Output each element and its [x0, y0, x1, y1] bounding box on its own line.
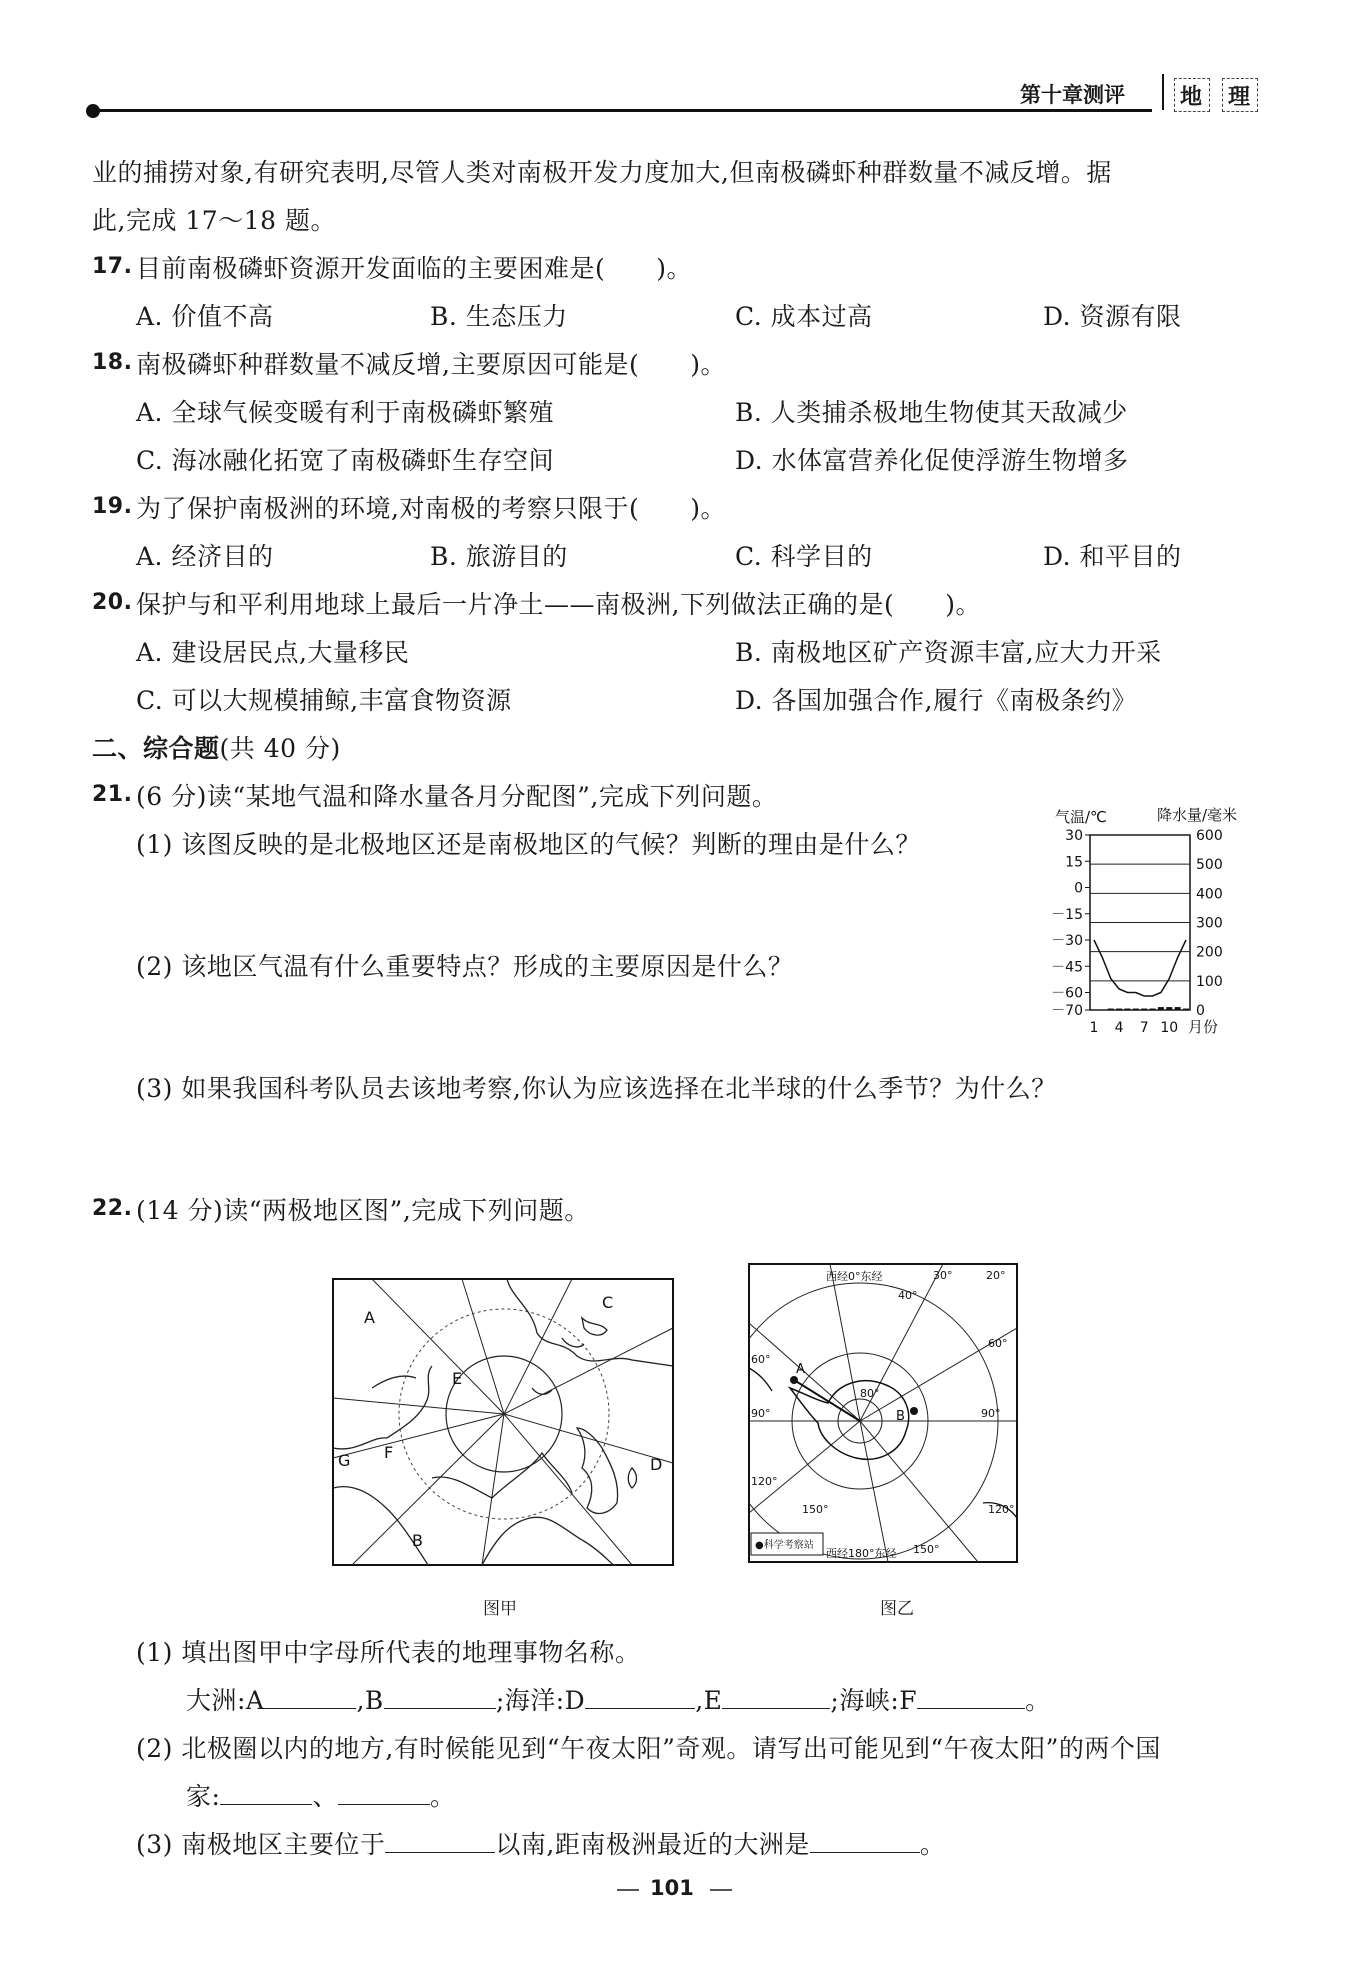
- q19-stem: 为了保护南极洲的环境,对南极的考察只限于( )。: [136, 494, 726, 523]
- chapter-title: 第十章测评: [1020, 83, 1125, 107]
- chart-left-tick: 30: [1065, 828, 1083, 844]
- chart-right-tick: 500: [1196, 857, 1223, 874]
- fill-end: 。: [1025, 1686, 1051, 1715]
- precipitation-bar: [1150, 1009, 1156, 1010]
- q19-option-b[interactable]: B. 旅游目的: [430, 542, 568, 571]
- q19-option-a[interactable]: A. 经济目的: [136, 542, 274, 571]
- chart-xlabel: 月份: [1188, 1018, 1219, 1036]
- q21-stem: (6 分)读“某地气温和降水量各月分配图”,完成下列问题。: [136, 782, 778, 811]
- q20-stem: 保护与和平利用地球上最后一片净土——南极洲,下列做法正确的是( )。: [136, 590, 981, 619]
- deg-150-right: 150°: [913, 1543, 940, 1556]
- fill-f-label: ;海峡:F: [830, 1686, 918, 1715]
- continent-blank[interactable]: [810, 1830, 920, 1853]
- chart-ylabel-left: 气温/℃: [1055, 808, 1107, 826]
- page-number: 101: [650, 1876, 694, 1900]
- antarctic-bottom-label: 西经180°东经: [826, 1547, 897, 1560]
- fill-a-label: 大洲:A: [186, 1686, 265, 1715]
- intro-line-1: 业的捕捞对象,有研究表明,尽管人类对南极开发力度加大,但南极磷虾种群数量不减反增。据: [92, 158, 1112, 187]
- deg-80: 80°: [860, 1387, 880, 1400]
- temperature-line: [1094, 940, 1186, 996]
- header-rule: [92, 109, 1152, 112]
- chart-left-tick: －45: [1051, 959, 1083, 976]
- country-1-blank[interactable]: [220, 1782, 312, 1805]
- sub3-part-b: 以南,距南极洲最近的大洲是: [495, 1830, 810, 1859]
- arctic-label-g: G: [338, 1451, 351, 1470]
- fill-f-blank[interactable]: [917, 1686, 1025, 1709]
- deg-60-left: 60°: [751, 1353, 771, 1366]
- precipitation-bar: [1183, 1009, 1189, 1010]
- q20-option-d[interactable]: D. 各国加强合作,履行《南极条约》: [735, 686, 1137, 715]
- chart-right-tick: 400: [1196, 886, 1223, 903]
- antarctic-map-frame: [749, 1264, 1017, 1562]
- q19-option-c[interactable]: C. 科学目的: [735, 542, 873, 571]
- station-b-dot: [910, 1407, 918, 1415]
- q17-option-d[interactable]: D. 资源有限: [1043, 302, 1182, 331]
- antarctic-map-caption: 图乙: [880, 1599, 914, 1619]
- chart-x-axis: [1090, 1020, 1179, 1036]
- q20-option-b[interactable]: B. 南极地区矿产资源丰富,应大力开采: [735, 638, 1162, 667]
- q18-option-a[interactable]: A. 全球气候变暖有利于南极磷虾繁殖: [136, 398, 554, 427]
- precipitation-bar: [1158, 1007, 1164, 1010]
- q22-sub2-line2: [186, 1782, 455, 1812]
- chart-ylabel-right: 降水量/毫米: [1157, 806, 1238, 824]
- sub2-sep: 、: [312, 1782, 338, 1811]
- chart-left-tick: －60: [1051, 985, 1083, 1002]
- precipitation-bar: [1116, 1009, 1122, 1010]
- climate-chart: [1040, 800, 1265, 1045]
- section-2-heading: [92, 734, 341, 764]
- q19-number: 19.: [92, 494, 133, 519]
- chart-right-tick: 0: [1196, 1003, 1205, 1019]
- q21-sub1: (1) 该图反映的是北极地区还是南极地区的气候？判断的理由是什么？: [136, 830, 921, 859]
- q20-number: 20.: [92, 590, 133, 615]
- chart-right-tick: 100: [1196, 973, 1223, 990]
- arctic-label-e: E: [452, 1369, 463, 1388]
- q21-number: 21.: [92, 782, 133, 807]
- chart-left-tick: 0: [1074, 880, 1083, 897]
- section-2-score: (共 40 分): [219, 734, 341, 763]
- sub3-part-a: (3) 南极地区主要位于: [136, 1830, 386, 1859]
- q19-option-d[interactable]: D. 和平目的: [1043, 542, 1182, 571]
- q21-sub3: (3) 如果我国科考队员去该地考察,你认为应该选择在北半球的什么季节？为什么？: [136, 1074, 1057, 1103]
- station-a-dot: [790, 1376, 798, 1384]
- precipitation-bar: [1108, 1009, 1114, 1010]
- q21-sub2: (2) 该地区气温有什么重要特点？形成的主要原因是什么？: [136, 952, 794, 981]
- deg-90-right: 90°: [981, 1407, 1001, 1420]
- chart-left-tick: －70: [1051, 1003, 1083, 1019]
- station-label-b: B: [896, 1409, 905, 1424]
- q17-number: 17.: [92, 254, 133, 279]
- q17-option-c[interactable]: C. 成本过高: [735, 302, 873, 331]
- precipitation-bar: [1141, 1009, 1147, 1010]
- q18-option-b[interactable]: B. 人类捕杀极地生物使其天敌减少: [735, 398, 1128, 427]
- arctic-label-f: F: [384, 1443, 394, 1462]
- q18-option-c[interactable]: C. 海冰融化拓宽了南极磷虾生存空间: [136, 446, 555, 475]
- chart-left-tick: 15: [1065, 854, 1083, 871]
- q20-option-c[interactable]: C. 可以大规模捕鲸,丰富食物资源: [136, 686, 512, 715]
- antarctic-map: [748, 1263, 1018, 1563]
- subject-char-1: 地: [1180, 85, 1203, 110]
- fill-e-blank[interactable]: [722, 1686, 830, 1709]
- q18-number: 18.: [92, 350, 133, 375]
- deg-40: 40°: [898, 1289, 918, 1302]
- chart-grid: [1090, 835, 1190, 1010]
- precipitation-bar: [1124, 1009, 1130, 1010]
- deg-20: 20°: [986, 1269, 1006, 1282]
- sub2-end: 。: [429, 1782, 456, 1811]
- q22-number: 22.: [92, 1196, 133, 1221]
- precipitation-bar: [1133, 1009, 1139, 1010]
- q22-sub2-line1: (2) 北极圈以内的地方,有时候能见到“午夜太阳”奇观。请写出可能见到“午夜太阳”的两个国: [136, 1734, 1161, 1763]
- q22-sub1: (1) 填出图甲中字母所代表的地理事物名称。: [136, 1638, 641, 1667]
- deg-120-left: 120°: [751, 1475, 778, 1488]
- arctic-map: [332, 1278, 674, 1566]
- map-legend: ●科学考察站: [755, 1540, 814, 1551]
- chart-right-axis: [1196, 828, 1223, 1019]
- chart-right-tick: 600: [1196, 828, 1223, 844]
- fill-d-blank[interactable]: [585, 1686, 695, 1709]
- station-label-a: A: [796, 1362, 805, 1377]
- latitude-blank[interactable]: [385, 1830, 495, 1853]
- deg-30: 30°: [933, 1269, 953, 1282]
- q18-stem: 南极磷虾种群数量不减反增,主要原因可能是( )。: [136, 350, 726, 379]
- fill-d-label: ;海洋:D: [495, 1686, 586, 1715]
- q22-sub3: [136, 1830, 945, 1860]
- deg-120-right: 120°: [988, 1503, 1015, 1516]
- chart-right-tick: 200: [1196, 944, 1223, 961]
- precipitation-bar: [1166, 1007, 1172, 1010]
- q17-option-a[interactable]: A. 价值不高: [136, 302, 274, 331]
- q17-stem: 目前南极磷虾资源开发面临的主要困难是( )。: [136, 254, 693, 283]
- q18-option-d[interactable]: D. 水体富营养化促使浮游生物增多: [735, 446, 1129, 475]
- q22-sub1-fill-row: [186, 1686, 1051, 1716]
- chart-x-tick: 4: [1114, 1020, 1124, 1036]
- chart-x-tick: 1: [1089, 1020, 1099, 1036]
- deg-150-left: 150°: [802, 1503, 829, 1516]
- chart-x-tick: 10: [1160, 1020, 1179, 1036]
- deg-90-left: 90°: [751, 1407, 771, 1420]
- chart-left-axis: [1051, 828, 1090, 1019]
- q20-option-a[interactable]: A. 建设居民点,大量移民: [136, 638, 410, 667]
- footer-dash-right: [710, 1889, 732, 1891]
- arctic-map-caption: 图甲: [483, 1599, 517, 1619]
- antarctic-top-label: 西经0°东经: [826, 1270, 883, 1283]
- arctic-label-b: B: [412, 1531, 423, 1550]
- q17-option-b[interactable]: B. 生态压力: [430, 302, 568, 331]
- chart-x-tick: 7: [1139, 1020, 1149, 1036]
- subject-char-2: 理: [1228, 85, 1251, 110]
- arctic-label-d: D: [650, 1455, 663, 1474]
- fill-b-label: ,B: [356, 1686, 384, 1715]
- intro-line-2: 此,完成 17～18 题。: [92, 206, 336, 235]
- chart-left-tick: －15: [1051, 906, 1083, 923]
- chart-right-tick: 300: [1196, 915, 1223, 932]
- fill-a-blank[interactable]: [264, 1686, 356, 1709]
- arctic-label-c: C: [602, 1293, 614, 1312]
- q22-stem: (14 分)读“两极地区图”,完成下列问题。: [136, 1196, 590, 1225]
- sub2-prefix: 家:: [186, 1782, 221, 1811]
- chart-left-tick: －30: [1051, 933, 1083, 949]
- deg-60-right: 60°: [988, 1337, 1008, 1350]
- country-2-blank[interactable]: [338, 1782, 430, 1805]
- arctic-label-a: A: [364, 1308, 375, 1327]
- fill-e-label: ,E: [695, 1686, 723, 1715]
- fill-b-blank[interactable]: [384, 1686, 496, 1709]
- footer-dash-left: [617, 1889, 639, 1891]
- header-divider: [1162, 74, 1164, 110]
- precipitation-bar: [1175, 1007, 1181, 1010]
- section-2-title: 二、综合题: [92, 734, 220, 763]
- sub3-end: 。: [919, 1830, 946, 1859]
